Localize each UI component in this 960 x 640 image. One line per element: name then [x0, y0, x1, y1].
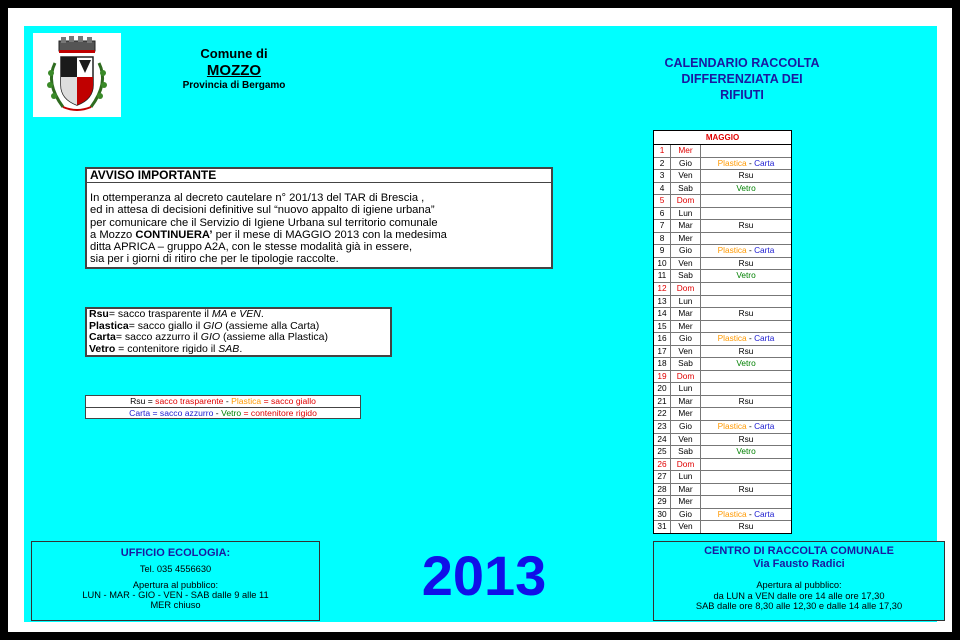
notice-line: [90, 229, 548, 241]
legend-text: Plastica: [231, 396, 262, 406]
collection-type: Rsu: [738, 220, 754, 231]
separator: -: [746, 508, 755, 519]
calendar-day-row: [654, 521, 791, 533]
color-legend: [85, 395, 361, 419]
legend-text: = sacco giallo: [261, 396, 316, 406]
day-number: 21: [654, 396, 671, 408]
notice-line: sia per i giorni di ritiro che per le tipologie raccolte.: [90, 253, 339, 266]
day-number: 30: [654, 509, 671, 521]
day-number: 8: [654, 233, 671, 245]
day-number: 12: [654, 283, 671, 295]
legend-day: VEN: [239, 308, 261, 320]
collection-type: Vetro: [736, 182, 756, 193]
color-legend-row: [86, 396, 360, 407]
legend-text: .: [260, 308, 264, 320]
day-number: 1: [654, 145, 671, 157]
collection-type: [701, 296, 791, 308]
calendar-day-row: [654, 208, 791, 221]
calendar-day-row: [654, 446, 791, 459]
calendar-day-row: [654, 308, 791, 321]
office-phone: Tel. 035 4556630: [139, 564, 212, 574]
day-number: 9: [654, 245, 671, 257]
weekday: Ven: [671, 170, 701, 182]
legend-text: .: [239, 342, 243, 355]
office-hours-line: Apertura al pubblico:: [132, 580, 219, 590]
weekday: Lun: [671, 208, 701, 220]
collection-type: Vetro: [736, 270, 756, 281]
weekday: Dom: [671, 195, 701, 207]
plastica-label: Plastica: [717, 508, 747, 519]
day-number: 25: [654, 446, 671, 458]
carta-label: Carta: [754, 421, 775, 432]
weekday: Mer: [671, 408, 701, 420]
weekday: Sab: [671, 446, 701, 458]
collection-type: [701, 408, 791, 420]
calendar-day-row: [654, 220, 791, 233]
weekday: Ven: [671, 258, 701, 270]
day-number: 18: [654, 358, 671, 370]
notice-text: per il mese di MAGGIO 2013 con la medesima: [212, 228, 447, 241]
legend-text: = sacco giallo il: [128, 319, 204, 332]
page: [8, 8, 952, 632]
collection-type: Rsu: [738, 395, 754, 406]
collection-type: [701, 245, 791, 257]
legend-day: MA: [211, 308, 228, 320]
notice-emphasis: CONTINUERA’: [135, 228, 213, 241]
calendar-day-row: [654, 484, 791, 497]
collection-type: Rsu: [738, 521, 754, 532]
month-heading: MAGGIO: [654, 131, 791, 145]
notice-line: In ottemperanza al decreto cautelare n° 201/13 del TAR di Brescia ,: [90, 192, 425, 204]
color-legend-row: [86, 407, 360, 419]
carta-label: Carta: [754, 508, 775, 519]
day-number: 24: [654, 434, 671, 446]
page-title: [624, 55, 860, 103]
day-number: 26: [654, 459, 671, 471]
day-number: 15: [654, 321, 671, 333]
weekday: Sab: [671, 183, 701, 195]
calendar-day-row: [654, 509, 791, 522]
collection-type: [701, 471, 791, 483]
calendar-day-row: [654, 145, 791, 158]
day-number: 19: [654, 371, 671, 383]
legend-text: Carta = sacco azzurro: [129, 408, 214, 418]
calendar-day-row: [654, 183, 791, 196]
weekday: Mer: [671, 145, 701, 157]
day-number: 17: [654, 346, 671, 358]
day-number: 20: [654, 383, 671, 395]
weekday: Sab: [671, 270, 701, 282]
collection-center-box: [653, 541, 945, 621]
calendar-day-row: [654, 459, 791, 472]
collection-type: [701, 509, 791, 521]
calendar-day-row: [654, 471, 791, 484]
day-number: 16: [654, 333, 671, 345]
day-number: 10: [654, 258, 671, 270]
weekday: Lun: [671, 296, 701, 308]
collection-type: [701, 371, 791, 383]
day-number: 13: [654, 296, 671, 308]
weekday: Mar: [671, 220, 701, 232]
office-info-box: [31, 541, 320, 621]
day-number: 28: [654, 484, 671, 496]
plastica-label: Plastica: [717, 421, 747, 432]
weekday: Mer: [671, 321, 701, 333]
calendar-day-row: [654, 158, 791, 171]
calendar-day-row: [654, 371, 791, 384]
municipality-header: [154, 46, 314, 91]
coat-of-arms-icon: [33, 33, 121, 117]
calendar-day-row: [654, 296, 791, 309]
day-number: 3: [654, 170, 671, 182]
calendar-day-row: [654, 496, 791, 509]
weekday: Sab: [671, 358, 701, 370]
title-line: DIFFERENZIATA DEI: [681, 72, 803, 86]
carta-label: Carta: [754, 333, 775, 344]
collection-type: [701, 233, 791, 245]
calendar-day-row: [654, 434, 791, 447]
collection-type: [701, 383, 791, 395]
weekday: Mer: [671, 496, 701, 508]
notice-box: [85, 167, 553, 269]
collection-type: [701, 496, 791, 508]
separator: -: [746, 245, 755, 256]
office-heading: UFFICIO ECOLOGIA:: [120, 547, 231, 559]
collection-type: [701, 421, 791, 433]
legend-text: Vetro: [221, 408, 242, 418]
legend-text: (assieme alla Carta): [222, 319, 320, 332]
weekday: Mar: [671, 396, 701, 408]
weekday: Ven: [671, 434, 701, 446]
calendar-day-row: [654, 258, 791, 271]
year-label: 2013: [421, 544, 547, 607]
weekday: Mar: [671, 308, 701, 320]
calendar-day-row: [654, 396, 791, 409]
notice-text: a Mozzo: [90, 228, 136, 241]
legend-key: Plastica: [89, 319, 129, 332]
legend-text: = sacco azzurro il: [115, 331, 201, 343]
weekday: Gio: [671, 421, 701, 433]
day-number: 6: [654, 208, 671, 220]
legend-text: = sacco trasparente il: [108, 308, 212, 320]
weekday: Gio: [671, 333, 701, 345]
collection-type: Vetro: [736, 358, 756, 369]
collection-type: [701, 145, 791, 157]
collection-type: Rsu: [738, 483, 754, 494]
legend-text: -: [213, 408, 222, 418]
calendar-day-row: [654, 421, 791, 434]
calendar-day-row: [654, 270, 791, 283]
weekday: Lun: [671, 471, 701, 483]
center-hours-line: da LUN a VEN dalle ore 14 alle ore 17,30: [713, 590, 885, 601]
separator: -: [746, 421, 755, 432]
weekday: Lun: [671, 383, 701, 395]
collection-type: Rsu: [738, 433, 754, 444]
legend-key: Vetro: [89, 342, 116, 355]
collection-type: [701, 208, 791, 220]
collection-type: Rsu: [738, 170, 754, 181]
collection-type: [701, 459, 791, 471]
day-number: 29: [654, 496, 671, 508]
carta-label: Carta: [754, 245, 775, 256]
legend-text: Rsu =: [130, 396, 156, 406]
calendar-day-row: [654, 245, 791, 258]
plastica-label: Plastica: [717, 157, 747, 168]
calendar-day-row: [654, 408, 791, 421]
collection-type: Rsu: [738, 308, 754, 319]
weekday: Dom: [671, 371, 701, 383]
legend-text: e: [227, 308, 240, 320]
legend-text: = contenitore rigido il: [115, 342, 219, 355]
notice-heading: AVVISO IMPORTANTE: [87, 169, 551, 183]
center-heading: [654, 545, 944, 571]
weekday: Gio: [671, 509, 701, 521]
calendar-day-row: [654, 321, 791, 334]
calendar-day-row: [654, 346, 791, 359]
legend-text: sacco trasparente: [155, 396, 224, 406]
notice-line: per comunicare che il Servizio di Igiene Urbana sul territorio comunale: [90, 216, 438, 229]
notice-line: ditta APRICA – gruppo A2A, con le stesse modalità già in essere,: [90, 241, 413, 254]
weekday: Gio: [671, 245, 701, 257]
day-number: 23: [654, 421, 671, 433]
collection-type: [701, 158, 791, 170]
weekday: Dom: [671, 283, 701, 295]
weekday: Dom: [671, 459, 701, 471]
month-calendar: [653, 130, 792, 534]
weekday: Mar: [671, 484, 701, 496]
weekday: Ven: [671, 521, 701, 533]
legend-day: GIO: [200, 331, 221, 343]
title-line: RIFIUTI: [720, 88, 764, 102]
calendar-day-row: [654, 233, 791, 246]
center-hours: [654, 580, 944, 612]
center-address: Via Fausto Radici: [753, 558, 845, 570]
legend-text: (assieme alla Plastica): [220, 331, 328, 343]
center-name: CENTRO DI RACCOLTA COMUNALE: [704, 545, 894, 557]
calendar-day-row: [654, 333, 791, 346]
calendar-day-row: [654, 358, 791, 371]
collection-type: Rsu: [738, 257, 754, 268]
notice-line: ed in attesa di decisioni definitive sul “nuovo appalto di igiene urbana”: [90, 204, 435, 217]
notice-body: [87, 183, 551, 266]
collection-type: Rsu: [738, 345, 754, 356]
center-hours-line: Apertura al pubblico:: [756, 580, 842, 590]
center-hours-line: SAB dalle ore 8,30 alle 12,30 e dalle 14 alle 17,30: [695, 601, 903, 611]
town-name: MOZZO: [206, 62, 262, 79]
calendar-day-row: [654, 195, 791, 208]
legend-day: SAB: [218, 342, 240, 355]
legend-day: GIO: [203, 319, 223, 332]
legend-row-vetro: [89, 344, 388, 356]
day-number: 11: [654, 270, 671, 282]
day-number: 2: [654, 158, 671, 170]
day-number: 4: [654, 183, 671, 195]
comune-label: Comune di: [200, 46, 268, 61]
plastica-label: Plastica: [717, 245, 747, 256]
calendar-sheet: [24, 26, 937, 622]
day-number: 31: [654, 521, 671, 533]
weekday: Mer: [671, 233, 701, 245]
province-label: Provincia di Bergamo: [182, 80, 286, 91]
office-hours: [32, 580, 319, 610]
day-number: 7: [654, 220, 671, 232]
office-hours-line: MER chiuso: [150, 600, 201, 610]
carta-label: Carta: [754, 157, 775, 168]
legend-text: -: [223, 396, 232, 406]
separator: -: [746, 157, 755, 168]
collection-type: [701, 195, 791, 207]
day-number: 22: [654, 408, 671, 420]
weekday: Gio: [671, 158, 701, 170]
collection-type: Vetro: [736, 446, 756, 457]
calendar-day-row: [654, 383, 791, 396]
legend-key: Carta: [89, 331, 116, 343]
legend-text: = contenitore rigido: [241, 408, 317, 418]
calendar-day-row: [654, 283, 791, 296]
legend-key: Rsu: [89, 308, 109, 320]
weekday: Ven: [671, 346, 701, 358]
calendar-day-row: [654, 170, 791, 183]
title-line: CALENDARIO RACCOLTA: [664, 56, 820, 70]
day-number: 27: [654, 471, 671, 483]
day-number: 5: [654, 195, 671, 207]
collection-type: [701, 321, 791, 333]
day-number: 14: [654, 308, 671, 320]
collection-type: [701, 283, 791, 295]
collection-legend: [85, 307, 392, 357]
office-hours-line: LUN - MAR - GIO - VEN - SAB dalle 9 alle 11: [82, 590, 269, 600]
separator: -: [746, 333, 755, 344]
plastica-label: Plastica: [717, 333, 747, 344]
collection-type: [701, 333, 791, 345]
